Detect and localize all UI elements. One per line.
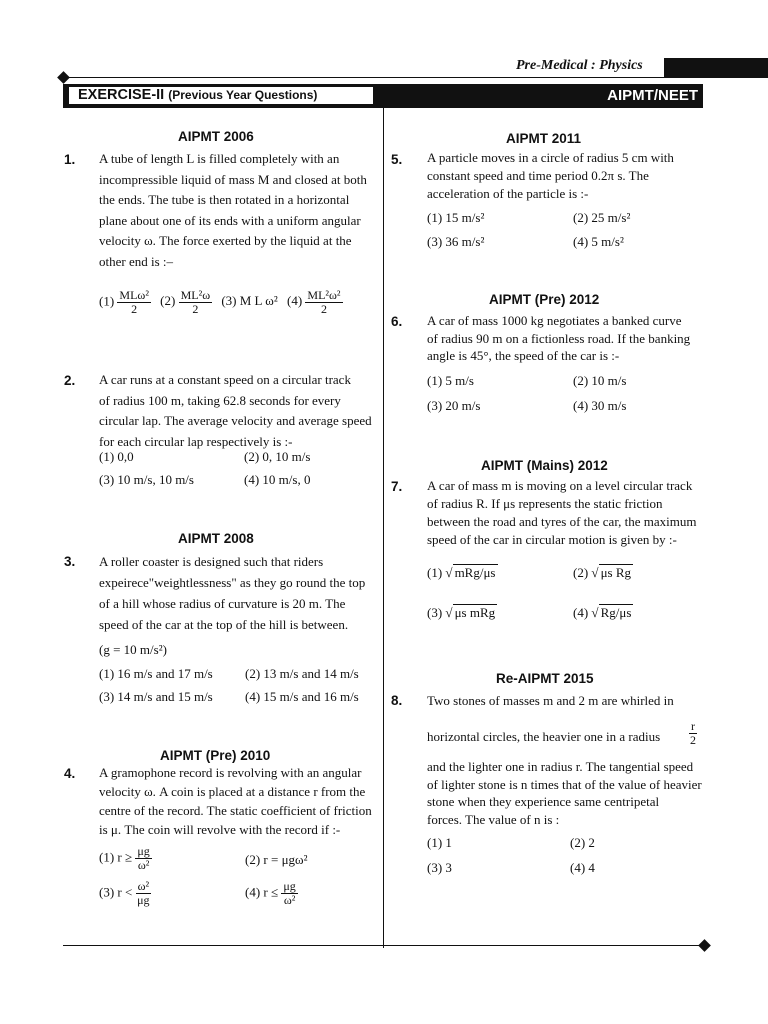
exercise-title-box <box>68 86 374 105</box>
option-3[interactable]: (3) 10 m/s, 10 m/s <box>99 472 194 487</box>
option-1[interactable]: (1) <box>99 293 115 309</box>
question-number: 5. <box>391 152 403 167</box>
page-header-title: Pre-Medical : Physics <box>516 58 643 73</box>
question-number: 4. <box>64 766 76 781</box>
option-3[interactable]: (3) 14 m/s and 15 m/s <box>99 689 213 704</box>
question-number: 7. <box>391 479 403 494</box>
question-text: A particle moves in a circle of radius 5 cm with constant speed and time period 0.2π s. The acceleration of the particle is :- <box>427 150 674 201</box>
option-4[interactable]: (4) r ≤ $\frac{\mu g}{\text{ω²}}$ <box>245 879 296 907</box>
gravity-note: (g = 10 m/s²) <box>99 642 167 657</box>
question-number: 8. <box>391 693 403 708</box>
option-1[interactable]: (1) r ≥ $\frac{\mu g}{\text{ω²}}$ <box>99 844 150 872</box>
option-2[interactable]: (2) 10 m/s <box>573 373 627 388</box>
option-2[interactable]: (2) 0, 10 m/s <box>244 449 311 464</box>
question-number: 1. <box>64 152 76 167</box>
section-heading: AIPMT (Pre) 2012 <box>489 292 600 307</box>
question-text: A tube of length L is filled completely with an incompressible liquid of mass M and closed at both the ends. The tube is then rotated in a horizontal plane about one of its ends with a uniform angular velocity ω. The force exerted by the liquid at the other end is :– <box>99 151 367 269</box>
section-heading: AIPMT (Mains) 2012 <box>481 458 608 473</box>
exercise-subtitle: (Previous Year Questions) <box>168 88 318 102</box>
option-2[interactable]: (2) 25 m/s² <box>573 210 631 225</box>
option-4[interactable]: (4) 15 m/s and 16 m/s <box>245 689 359 704</box>
section-heading: AIPMT 2008 <box>178 531 254 546</box>
option-4[interactable]: (4) 10 m/s, 0 <box>244 472 311 487</box>
option-2[interactable]: (2) 13 m/s and 14 m/s <box>245 666 359 681</box>
footer-rule <box>63 945 703 946</box>
question-number: 3. <box>64 554 76 569</box>
option-4[interactable]: (4) <box>286 293 303 309</box>
column-divider <box>383 108 384 948</box>
option-3[interactable]: (3) 3 <box>427 860 452 875</box>
section-heading: AIPMT 2011 <box>506 131 582 146</box>
diamond-icon <box>698 939 711 952</box>
option-4[interactable]: (4) 4 <box>570 860 595 875</box>
option-1[interactable]: (1) 1 <box>427 835 452 850</box>
option-3[interactable]: (3) 36 m/s² <box>427 234 485 249</box>
option-3[interactable]: (3) √ μs mRg <box>427 605 496 620</box>
option-1[interactable]: (1) 16 m/s and 17 m/s <box>99 666 213 681</box>
section-heading: AIPMT 2006 <box>178 129 254 144</box>
question-text: A car of mass m is moving on a level circular track of radius R. If μs represents the static friction between the road and tyres of the car, the maximum speed of the car in circular motion is given by :- <box>427 478 697 547</box>
section-heading: AIPMT (Pre) 2010 <box>160 748 271 763</box>
option-1[interactable]: (1) √ mRg/μs <box>427 565 496 580</box>
option-4[interactable]: (4) √ Rg/μs <box>573 605 632 620</box>
diamond-icon <box>57 71 70 84</box>
question-text: A car of mass 1000 kg negotiates a banked curve of radius 90 m on a fictionless road. If the banking angle is 45°, the speed of the car is :- <box>427 313 691 363</box>
option-2[interactable]: (2) <box>160 293 176 309</box>
question-number: 2. <box>64 373 76 388</box>
option-2[interactable]: (2) √ μs Rg <box>573 565 632 580</box>
option-3[interactable]: (3) r < $\frac{\text{ω²}}{\mu g}$ <box>99 879 150 907</box>
option-2[interactable]: (2) r = μgω² <box>245 852 308 867</box>
option-4[interactable]: (4) 30 m/s <box>573 398 627 413</box>
question-number: 6. <box>391 314 403 329</box>
question-text: A gramophone record is revolving with an angular velocity ω. A coin is placed at a distance r from the centre of the record. The static coefficient of friction is μ. The coin will revolve with the record if :- <box>99 765 372 837</box>
question-text: A car runs at a constant speed on a circular track of radius 100 m, taking 62.8 seconds for every circular lap. The average velocity and average speed for each circular lap respectively is :- <box>99 372 372 449</box>
option-1[interactable]: (1) 5 m/s <box>427 373 474 388</box>
option-3[interactable]: (3) 20 m/s <box>427 398 481 413</box>
exam-tag: AIPMT/NEET <box>607 87 698 104</box>
option-1[interactable]: (1) 0,0 <box>99 449 134 464</box>
section-heading: Re-AIPMT 2015 <box>496 671 594 686</box>
fraction: $\frac{r}{2}$ <box>690 719 696 747</box>
option-2[interactable]: (2) 2 <box>570 835 595 850</box>
option-3[interactable]: (3) M L ω² <box>221 293 278 309</box>
exercise-title: EXERCISE-II <box>78 87 165 103</box>
option-1[interactable]: (1) 15 m/s² <box>427 210 485 225</box>
question-text: A roller coaster is designed such that riders expeirece"weightlessness" as they go round the top of a hill whose radius of curvature is 20 m. The speed of the car at the top of the hill is between. <box>99 554 366 632</box>
option-4[interactable]: (4) 5 m/s² <box>573 234 624 249</box>
header-black-bar <box>664 58 768 78</box>
question-text: and the lighter one in radius r. The tangential speed of lighter stone is n times that of the value of heavier stone when they experience same centripetal forces. The value of n is : <box>427 759 702 827</box>
question-text-line: Two stones of masses m and 2 m are whirled in <box>427 693 674 708</box>
answer-options: (1) $\frac{\text{MLω²}}{2}$ (2) $\frac{\text{ML²ω}}{2}$ (3) M L ω² (4) $\frac{\text{ML²ω²}}{2}$ <box>99 288 341 316</box>
question-text-line: horizontal circles, the heavier one in a radius <box>427 729 661 744</box>
header-rule <box>63 77 664 78</box>
